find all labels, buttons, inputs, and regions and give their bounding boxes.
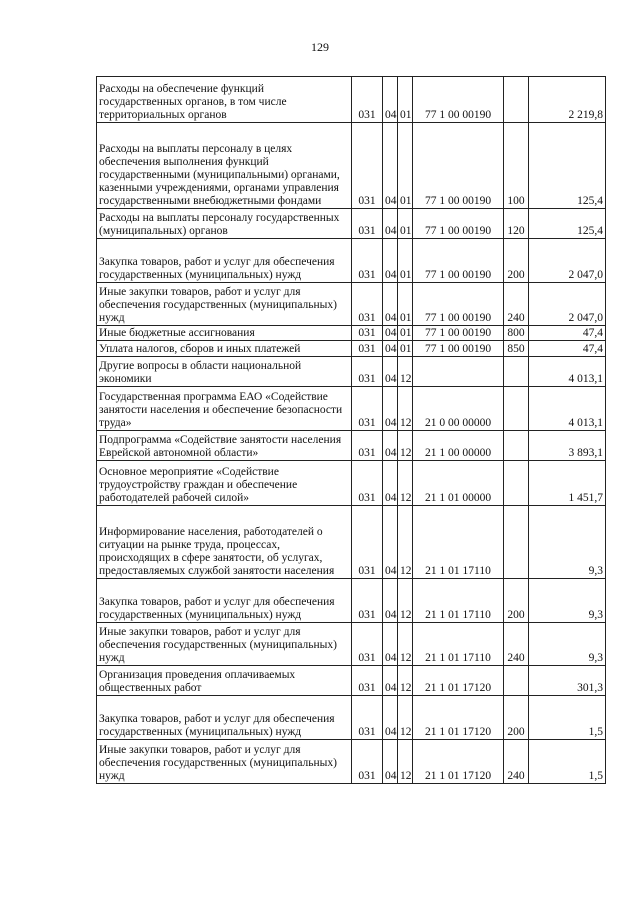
table-row bbox=[97, 666, 606, 696]
table-row bbox=[97, 283, 606, 326]
amount: 9,3 bbox=[529, 623, 606, 666]
target-article-code: 21 1 01 17110 bbox=[413, 506, 504, 579]
section-code: 04 bbox=[383, 461, 398, 506]
row-name: Расходы на обеспечение функций государственных органов, в том числе территориальных органов bbox=[97, 77, 352, 123]
target-article-code: 21 1 01 00000 bbox=[413, 461, 504, 506]
subsection-code: 12 bbox=[398, 666, 413, 696]
row-name: Закупка товаров, работ и услуг для обеспечения государственных (муниципальных) нужд bbox=[97, 696, 352, 740]
row-name: Иные закупки товаров, работ и услуг для обеспечения государственных (муниципальных) нужд bbox=[97, 740, 352, 784]
amount: 9,3 bbox=[529, 579, 606, 623]
row-name: Основное мероприятие «Содействие трудоустройству граждан и обеспечение работодателей рабочей силой» bbox=[97, 461, 352, 506]
table-row bbox=[97, 326, 606, 341]
expense-type-code bbox=[504, 431, 529, 461]
ministry-code: 031 bbox=[352, 209, 383, 239]
amount: 301,3 bbox=[529, 666, 606, 696]
table-row bbox=[97, 357, 606, 387]
target-article-code: 77 1 00 00190 bbox=[413, 341, 504, 357]
ministry-code: 031 bbox=[352, 283, 383, 326]
ministry-code: 031 bbox=[352, 623, 383, 666]
amount: 2 047,0 bbox=[529, 283, 606, 326]
expense-type-code bbox=[504, 461, 529, 506]
expense-type-code: 100 bbox=[504, 123, 529, 209]
subsection-code: 01 bbox=[398, 239, 413, 283]
table-row bbox=[97, 579, 606, 623]
subsection-code: 01 bbox=[398, 283, 413, 326]
expense-type-code bbox=[504, 506, 529, 579]
section-code: 04 bbox=[383, 623, 398, 666]
row-name: Другие вопросы в области национальной экономики bbox=[97, 357, 352, 387]
subsection-code: 01 bbox=[398, 326, 413, 341]
subsection-code: 12 bbox=[398, 431, 413, 461]
amount: 4 013,1 bbox=[529, 387, 606, 431]
table-row bbox=[97, 461, 606, 506]
target-article-code: 77 1 00 00190 bbox=[413, 239, 504, 283]
table-row bbox=[97, 431, 606, 461]
row-name: Иные бюджетные ассигнования bbox=[97, 326, 352, 341]
target-article-code: 21 1 01 17110 bbox=[413, 623, 504, 666]
expense-type-code: 200 bbox=[504, 696, 529, 740]
amount: 9,3 bbox=[529, 506, 606, 579]
section-code: 04 bbox=[383, 326, 398, 341]
section-code: 04 bbox=[383, 77, 398, 123]
expense-type-code bbox=[504, 77, 529, 123]
table-row bbox=[97, 239, 606, 283]
section-code: 04 bbox=[383, 579, 398, 623]
subsection-code: 12 bbox=[398, 506, 413, 579]
table-row bbox=[97, 387, 606, 431]
section-code: 04 bbox=[383, 740, 398, 784]
ministry-code: 031 bbox=[352, 123, 383, 209]
section-code: 04 bbox=[383, 283, 398, 326]
ministry-code: 031 bbox=[352, 431, 383, 461]
subsection-code: 12 bbox=[398, 579, 413, 623]
section-code: 04 bbox=[383, 357, 398, 387]
section-code: 04 bbox=[383, 431, 398, 461]
subsection-code: 01 bbox=[398, 123, 413, 209]
ministry-code: 031 bbox=[352, 461, 383, 506]
target-article-code: 77 1 00 00190 bbox=[413, 123, 504, 209]
target-article-code: 77 1 00 00190 bbox=[413, 326, 504, 341]
expense-type-code bbox=[504, 387, 529, 431]
section-code: 04 bbox=[383, 666, 398, 696]
table-row bbox=[97, 623, 606, 666]
subsection-code: 12 bbox=[398, 461, 413, 506]
subsection-code: 12 bbox=[398, 623, 413, 666]
target-article-code: 21 1 01 17120 bbox=[413, 666, 504, 696]
ministry-code: 031 bbox=[352, 77, 383, 123]
row-name: Расходы на выплаты персоналу в целях обеспечения выполнения функций государственными (муниципальными) органами, казенными учреждениями, органами управления государственными внебюджетными фондами bbox=[97, 123, 352, 209]
subsection-code: 12 bbox=[398, 357, 413, 387]
ministry-code: 031 bbox=[352, 239, 383, 283]
ministry-code: 031 bbox=[352, 506, 383, 579]
row-name: Расходы на выплаты персоналу государственных (муниципальных) органов bbox=[97, 209, 352, 239]
subsection-code: 12 bbox=[398, 696, 413, 740]
target-article-code: 77 1 00 00190 bbox=[413, 283, 504, 326]
target-article-code: 77 1 00 00190 bbox=[413, 77, 504, 123]
ministry-code: 031 bbox=[352, 341, 383, 357]
expense-type-code bbox=[504, 666, 529, 696]
subsection-code: 01 bbox=[398, 341, 413, 357]
amount: 3 893,1 bbox=[529, 431, 606, 461]
ministry-code: 031 bbox=[352, 696, 383, 740]
amount: 1,5 bbox=[529, 696, 606, 740]
section-code: 04 bbox=[383, 387, 398, 431]
section-code: 04 bbox=[383, 209, 398, 239]
expense-type-code: 850 bbox=[504, 341, 529, 357]
expense-type-code: 200 bbox=[504, 579, 529, 623]
amount: 47,4 bbox=[529, 341, 606, 357]
row-name: Закупка товаров, работ и услуг для обеспечения государственных (муниципальных) нужд bbox=[97, 239, 352, 283]
section-code: 04 bbox=[383, 341, 398, 357]
target-article-code: 21 1 01 17120 bbox=[413, 696, 504, 740]
ministry-code: 031 bbox=[352, 666, 383, 696]
target-article-code: 21 1 01 17110 bbox=[413, 579, 504, 623]
table-row bbox=[97, 506, 606, 579]
expense-type-code: 120 bbox=[504, 209, 529, 239]
amount: 4 013,1 bbox=[529, 357, 606, 387]
row-name: Иные закупки товаров, работ и услуг для обеспечения государственных (муниципальных) нужд bbox=[97, 623, 352, 666]
expense-type-code: 800 bbox=[504, 326, 529, 341]
table-row bbox=[97, 341, 606, 357]
target-article-code bbox=[413, 357, 504, 387]
amount: 1 451,7 bbox=[529, 461, 606, 506]
table-row bbox=[97, 77, 606, 123]
expense-type-code: 200 bbox=[504, 239, 529, 283]
amount: 47,4 bbox=[529, 326, 606, 341]
table-row bbox=[97, 123, 606, 209]
target-article-code: 77 1 00 00190 bbox=[413, 209, 504, 239]
table-row bbox=[97, 209, 606, 239]
page-number: 129 bbox=[311, 40, 329, 54]
row-name: Закупка товаров, работ и услуг для обеспечения государственных (муниципальных) нужд bbox=[97, 579, 352, 623]
table-row bbox=[97, 740, 606, 784]
ministry-code: 031 bbox=[352, 579, 383, 623]
target-article-code: 21 1 01 17120 bbox=[413, 740, 504, 784]
subsection-code: 12 bbox=[398, 740, 413, 784]
ministry-code: 031 bbox=[352, 326, 383, 341]
row-name: Уплата налогов, сборов и иных платежей bbox=[97, 341, 352, 357]
row-name: Подпрограмма «Содействие занятости населения Еврейской автономной области» bbox=[97, 431, 352, 461]
amount: 1,5 bbox=[529, 740, 606, 784]
subsection-code: 01 bbox=[398, 209, 413, 239]
ministry-code: 031 bbox=[352, 357, 383, 387]
subsection-code: 01 bbox=[398, 77, 413, 123]
amount: 2 047,0 bbox=[529, 239, 606, 283]
ministry-code: 031 bbox=[352, 740, 383, 784]
expense-type-code bbox=[504, 357, 529, 387]
section-code: 04 bbox=[383, 239, 398, 283]
table-row bbox=[97, 696, 606, 740]
amount: 125,4 bbox=[529, 123, 606, 209]
row-name: Информирование населения, работодателей о ситуации на рынке труда, процессах, происходящих в сфере занятости, об услугах, предоставляемых службой занятости населения bbox=[97, 506, 352, 579]
section-code: 04 bbox=[383, 123, 398, 209]
ministry-code: 031 bbox=[352, 387, 383, 431]
expense-type-code: 240 bbox=[504, 283, 529, 326]
row-name: Государственная программа ЕАО «Содействие занятости населения и обеспечение безопасности труда» bbox=[97, 387, 352, 431]
expense-type-code: 240 bbox=[504, 623, 529, 666]
subsection-code: 12 bbox=[398, 387, 413, 431]
row-name: Иные закупки товаров, работ и услуг для обеспечения государственных (муниципальных) нужд bbox=[97, 283, 352, 326]
amount: 125,4 bbox=[529, 209, 606, 239]
section-code: 04 bbox=[383, 696, 398, 740]
section-code: 04 bbox=[383, 506, 398, 579]
row-name: Организация проведения оплачиваемых общественных работ bbox=[97, 666, 352, 696]
budget-table bbox=[96, 76, 606, 784]
target-article-code: 21 1 00 00000 bbox=[413, 431, 504, 461]
expense-type-code: 240 bbox=[504, 740, 529, 784]
amount: 2 219,8 bbox=[529, 77, 606, 123]
target-article-code: 21 0 00 00000 bbox=[413, 387, 504, 431]
